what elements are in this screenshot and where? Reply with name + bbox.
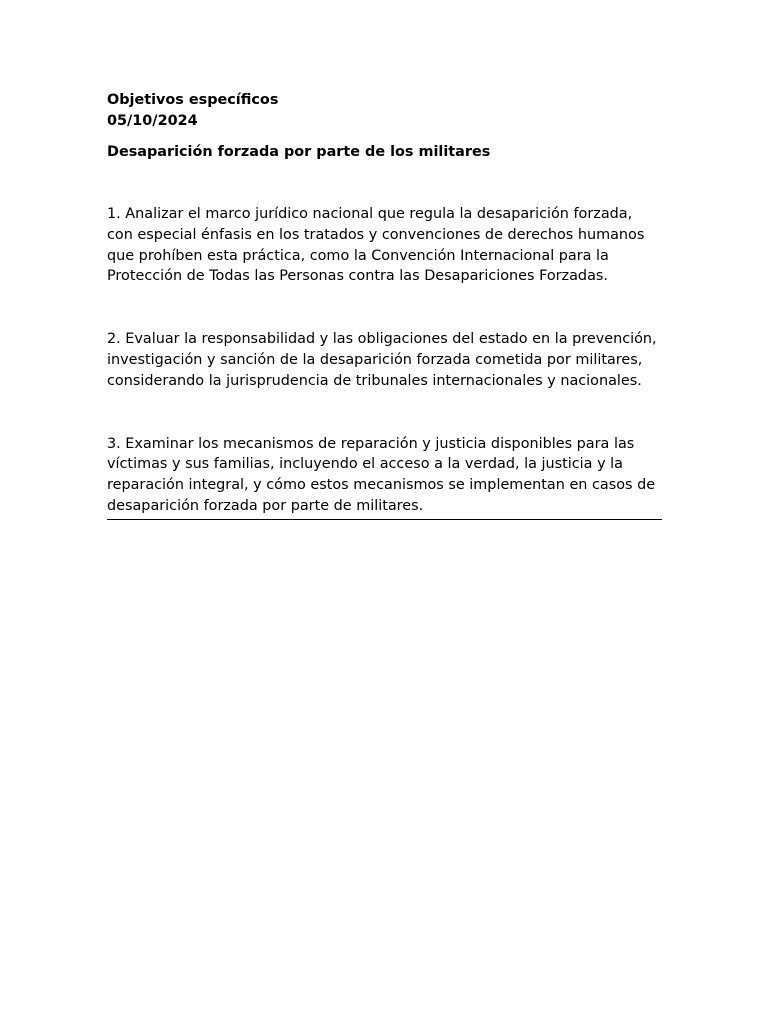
document-subject: Desaparición forzada por parte de los militares — [107, 144, 491, 160]
document-date: 05/10/2024 — [107, 113, 198, 129]
document-heading: Objetivos específicos — [107, 92, 279, 108]
objective-item: 1. Analizar el marco jurídico nacional que regula la desaparición forzada, con especial énfasis en los tratados y convenciones de derechos humanos que prohíben esta práctica, como la Convención Internacional para la Protección de Todas las Personas contra las Desapariciones Forzadas. — [107, 206, 645, 285]
objective-item: 2. Evaluar la responsabilidad y las obligaciones del estado en la prevención, investigación y sanción de la desaparición forzada cometida por militares, considerando la jurisprudencia de tribunales internacionales y nacionales. — [107, 331, 657, 389]
document-page — [107, 90, 662, 520]
objective-item: 3. Examinar los mecanismos de reparación y justicia disponibles para las víctimas y sus familias, incluyendo el acceso a la verdad, la justicia y la reparación integral, y cómo estos mecanismos se implementan en casos de desaparición forzada por parte de militares. — [107, 434, 662, 520]
objectives-list — [107, 204, 662, 520]
